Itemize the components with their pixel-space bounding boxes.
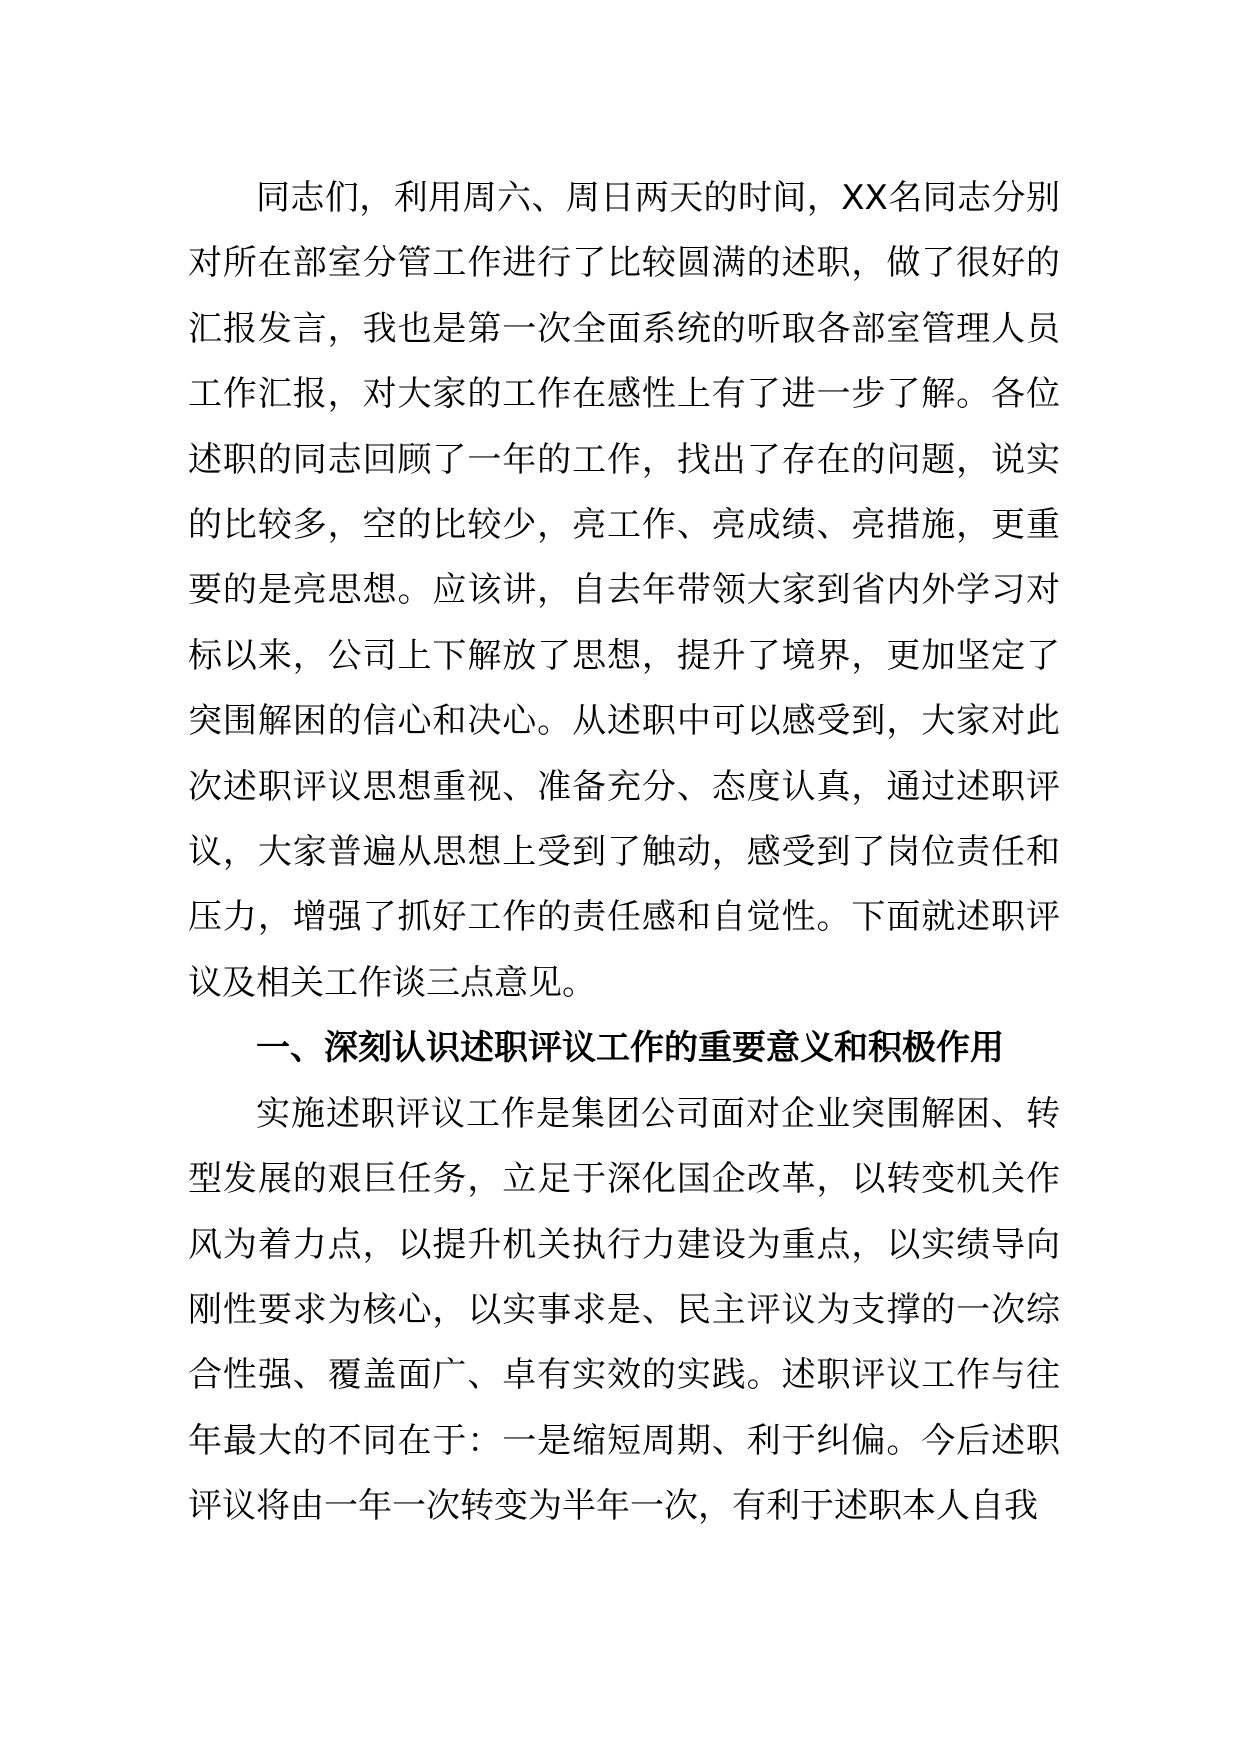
paragraph-intro: 同志们，利用周六、周日两天的时间，XX名同志分别对所在部室分管工作进行了比较圆满的述职，做了很好的汇报发言，我也是第一次全面系统的听取各部室管理人员工作汇报，对大家的工作在感性上有了进一步了解。各位述职的同志回顾了一年的工作，找出了存在的问题，说实的比较多，空的比较少，亮工作、亮成绩、亮措施，更重要的是亮思想。应该讲，自去年带领大家到省内外学习对标以来，公司上下解放了思想，提升了境界，更加坚定了突围解困的信心和决心。从述职中可以感受到，大家对此次述职评议思想重视、准备充分、态度认真，通过述职评议，大家普遍从思想上受到了触动，感受到了岗位责任和压力，增强了抓好工作的责任感和自觉性。下面就述职评议及相关工作谈三点意见。 <box>188 178 1060 1003</box>
section-heading-1: 一、深刻认识述职评议工作的重要意义和积极作用 <box>256 1028 1004 1069</box>
document-body <box>188 166 1060 1540</box>
paragraph-section-1: 实施述职评议工作是集团公司面对企业突围解困、转型发展的艰巨任务，立足于深化国企改革，以转变机关作风为着力点，以提升机关执行力建设为重点，以实绩导向刚性要求为核心，以实事求是、民主评议为支撑的一次综合性强、覆盖面广、卓有实效的实践。述职评议工作与往年最大的不同在于：一是缩短周期、利于纠偏。今后述职评议将由一年一次转变为半年一次，有利于述职本人自我 <box>188 1093 1060 1527</box>
